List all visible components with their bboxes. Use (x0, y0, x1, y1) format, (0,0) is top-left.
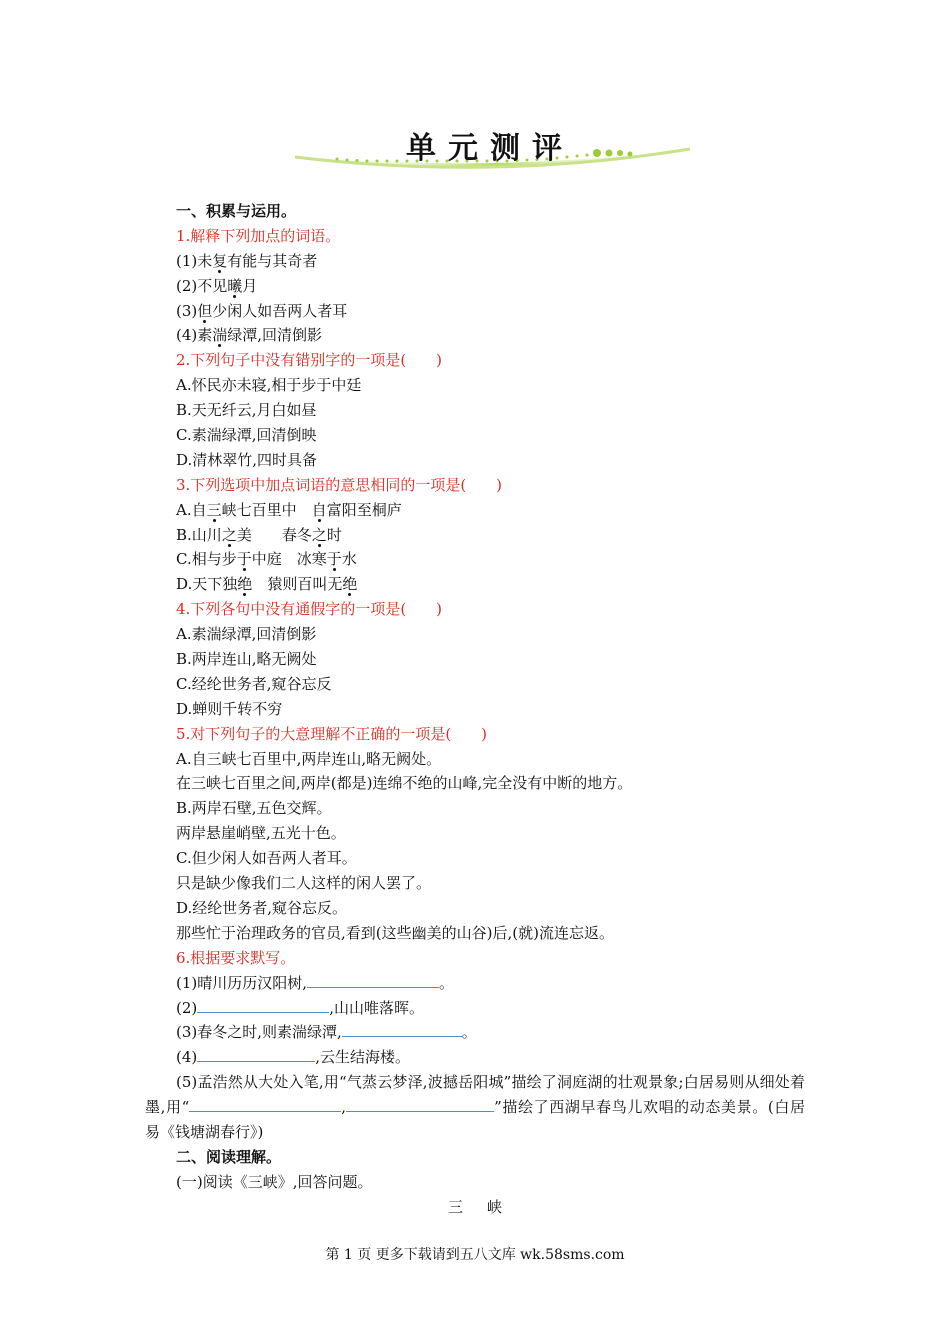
answer-blank[interactable] (307, 972, 439, 988)
question-stem: 2.下列句子中没有错别字的一项是( ) (176, 351, 443, 370)
option-line: D.天下独绝 猿则百叫无绝 (176, 575, 358, 594)
q1-item: (3)但少闲人如吾两人者耳 (176, 301, 348, 320)
option-line: D.清林翠竹,四时具备 (176, 450, 318, 469)
option-line: C.经纶世务者,窥谷忘反 (176, 674, 332, 693)
option-line: C.但少闲人如吾两人者耳。 (176, 849, 357, 868)
page-title: 单元测评 (406, 131, 574, 166)
passage-title: 三峡 (447, 1197, 526, 1216)
translation-line: 那些忙于治理政务的官员,看到(这些幽美的山谷)后,(就)流连忘返。 (176, 923, 614, 942)
translation-line: 在三峡七百里之间,两岸(都是)连绵不绝的山峰,完全没有中断的地方。 (176, 774, 633, 793)
fill-line: (1)晴川历历汉阳树, 。 (176, 973, 455, 992)
reading-instruction: (一)阅读《三峡》,回答问题。 (176, 1172, 373, 1191)
translation-line: 只是缺少像我们二人这样的闲人罢了。 (176, 874, 432, 893)
answer-blank[interactable] (342, 1021, 462, 1037)
answer-blank[interactable] (189, 1096, 341, 1112)
option-line: A.怀民亦未寝,相于步于中廷 (176, 376, 362, 395)
emphasis-char: 之 (311, 525, 327, 544)
answer-blank[interactable] (197, 1046, 315, 1062)
question-stem: 5.对下列句子的大意理解不正确的一项是( ) (176, 724, 488, 743)
option-line: A.自三峡七百里中,两岸连山,略无阙处。 (176, 749, 442, 768)
question-stem: 1.解释下列加点的词语。 (176, 226, 341, 245)
option-line: C.相与步于中庭 冰寒于水 (176, 550, 357, 569)
page-footer: 第 1 页 更多下载请到五八文库 wk.58sms.com (325, 1247, 625, 1263)
option-line: B.两岸石壁,五色交辉。 (176, 799, 332, 818)
emphasis-char: 三 (206, 500, 222, 519)
option-line: B.两岸连山,略无阙处 (176, 650, 317, 669)
unit-test-banner (285, 115, 705, 185)
fill-line: (3)春冬之时,则素湍绿潭, 。 (176, 1023, 477, 1042)
fill-paragraph: (5)孟浩然从大处入笔,用“气蒸云梦泽,波撼岳阳城”描绘了洞庭湖的壮观景象;白居易则从细处着墨,用“ , ”描绘了西湖早春鸟儿欢唱的动态美景。(白居易《钱塘湖春行》) (145, 1073, 805, 1141)
q1-item: (4)素湍绿潭,回清倒影 (176, 326, 323, 345)
answer-blank[interactable] (346, 1096, 494, 1112)
option-line: D.蝉则千转不穷 (176, 699, 283, 718)
option-line: C.素湍绿潭,回清倒映 (176, 426, 317, 445)
emphasis-char: 绝 (237, 575, 253, 594)
emphasis-char: 但 (197, 301, 213, 320)
fill-line: (4) ,云生结海楼。 (176, 1048, 411, 1067)
option-line: A.素湍绿潭,回清倒影 (176, 625, 317, 644)
emphasis-char: 自 (311, 500, 327, 519)
option-line: A.自三峡七百里中 自富阳至桐庐 (176, 500, 402, 519)
answer-blank[interactable] (197, 997, 329, 1013)
option-line: B.天无纤云,月白如昼 (176, 401, 317, 420)
section-heading: 一、积累与运用。 (176, 202, 297, 220)
emphasis-char: 复 (212, 251, 228, 270)
emphasis-char: 于 (236, 550, 252, 569)
emphasis-char: 曦 (227, 276, 243, 295)
question-stem: 4.下列各句中没有通假字的一项是( ) (176, 600, 443, 619)
fill-line: (2) ,山山唯落晖。 (176, 998, 425, 1017)
q1-item: (1)未复有能与其奇者 (176, 251, 318, 270)
option-line: B.山川之美 春冬之时 (176, 525, 342, 544)
translation-line: 两岸悬崖峭壁,五光十色。 (176, 824, 346, 843)
emphasis-char: 于 (326, 550, 342, 569)
document-body (145, 199, 805, 1220)
question-stem: 6.根据要求默写。 (176, 948, 296, 967)
q1-item: (2)不见曦月 (176, 276, 258, 295)
emphasis-char: 绝 (342, 575, 358, 594)
emphasis-char: 湍 (212, 326, 228, 345)
question-stem: 3.下列选项中加点词语的意思相同的一项是( ) (176, 475, 503, 494)
section-heading: 二、阅读理解。 (176, 1147, 282, 1166)
emphasis-char: 之 (221, 525, 237, 544)
option-line: D.经纶世务者,窥谷忘反。 (176, 898, 348, 917)
